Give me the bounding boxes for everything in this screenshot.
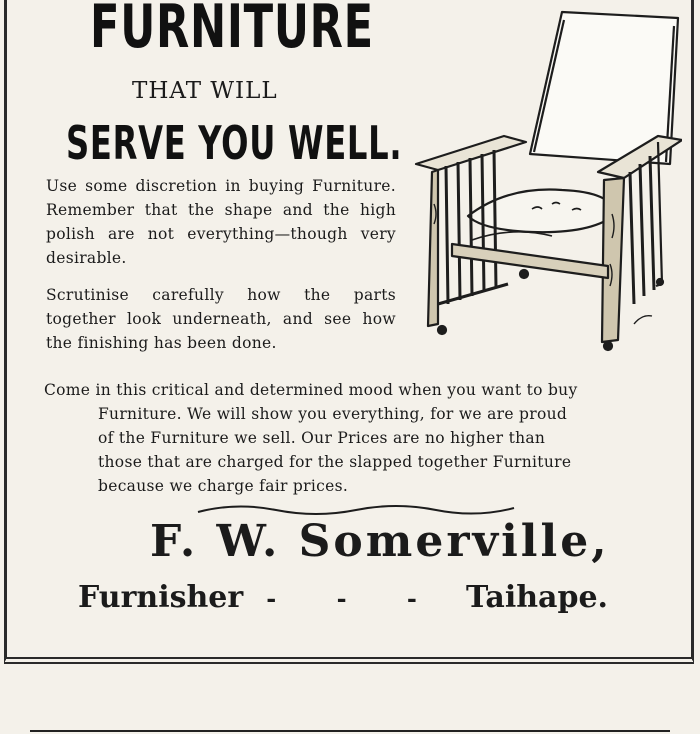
subheadline: THAT WILL xyxy=(132,78,278,104)
column-rule xyxy=(30,730,670,732)
tagline: SERVE YOU WELL. xyxy=(66,116,403,170)
firm-footer xyxy=(78,580,608,615)
town: Taihape. xyxy=(465,580,608,615)
occupation: Furnisher xyxy=(78,580,244,615)
paragraph-line: Furniture. We will show you everything, for we are proud xyxy=(98,405,568,423)
paragraph-come-in xyxy=(44,378,674,498)
paragraph-line: of the Furniture we sell. Our Prices are no higher than xyxy=(98,429,546,447)
headline: FURNITURE xyxy=(90,0,374,62)
paragraph-line: Come in this critical and determined mood when you want to buy xyxy=(44,381,578,399)
separator-dashes: - - - xyxy=(266,584,443,613)
paragraph-line: because we charge fair prices. xyxy=(98,477,349,495)
morris-chair-icon xyxy=(412,4,682,354)
paragraph-scrutinise: Scrutinise carefully how the parts together look underneath, and see how the finishing has been done. xyxy=(46,286,396,352)
paragraph-discretion: Use some discretion in buying Furniture. Remember that the shape and the high polish are not everything—though very desirable. xyxy=(46,177,396,267)
firm-name: F. W. Somerville, xyxy=(150,516,610,567)
paragraph-line: those that are charged for the slapped together Furniture xyxy=(98,453,572,471)
